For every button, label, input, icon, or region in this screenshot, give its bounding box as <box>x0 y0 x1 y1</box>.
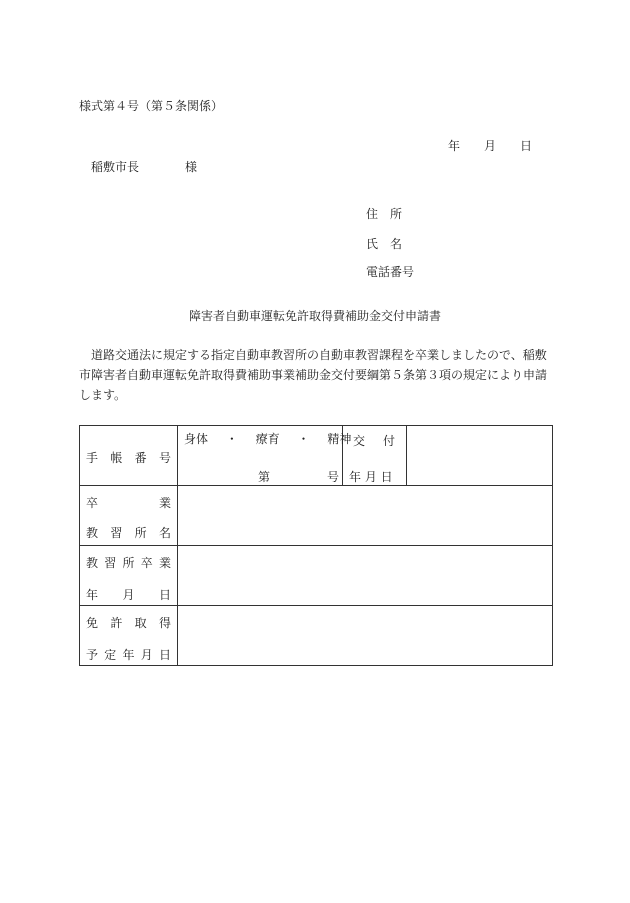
date-day-label: 日 <box>520 139 533 153</box>
body-text-content: 道路交通法に規定する指定自動車教習所の自動車教習課程を卒業しましたので、稲敷市障害者自動車運転免許取得費補助事業補助金交付要綱第５条第３項の規定により申請します。 <box>79 348 548 402</box>
notebook-number-label: 手 帳 番 号 <box>86 451 171 465</box>
notebook-number-prefix: 第 <box>258 470 271 484</box>
recipient-honorific: 様 <box>185 160 198 174</box>
license-label-cell <box>80 606 178 666</box>
document-title: 障害者自動車運転免許取得費補助金交付申請書 <box>188 309 441 323</box>
applicant-address-label: 住 所 <box>366 207 403 221</box>
recipient-mayor: 稲敷市長 <box>91 160 140 174</box>
school-value-cell[interactable] <box>178 486 553 546</box>
table-row-license <box>80 606 553 666</box>
applicant-phone-label: 電話番号 <box>366 265 415 279</box>
table-row-notebook <box>80 426 553 486</box>
notebook-number-suffix: 号 <box>327 470 340 484</box>
date-line <box>448 137 532 154</box>
graduation-label-bottom: 年 月 日 <box>86 588 171 602</box>
school-label-bottom: 教 習 所 名 <box>86 526 171 540</box>
license-label-bottom: 予 定 年 月 日 <box>86 648 171 662</box>
license-label-top: 免 許 取 得 <box>86 616 171 630</box>
graduation-label-top: 教 習 所 卒 業 <box>86 556 171 570</box>
license-value-cell[interactable] <box>178 606 553 666</box>
issue-label-bottom: 年 月 日 <box>349 470 393 484</box>
notebook-types: 身体 ・ 療育 ・ 精神 <box>184 432 352 446</box>
notebook-label-cell <box>80 426 178 486</box>
body-text <box>79 345 553 405</box>
issue-date-value-cell[interactable] <box>407 426 553 486</box>
notebook-value-cell[interactable] <box>178 426 352 486</box>
table-row-graduation <box>80 546 553 606</box>
applicant-name-label: 氏 名 <box>366 237 403 251</box>
recipient <box>91 158 197 175</box>
issue-label-top: 交 付 <box>353 434 395 448</box>
graduation-value-cell[interactable] <box>178 546 553 606</box>
issue-date-label-cell <box>343 426 407 486</box>
application-table <box>79 425 553 666</box>
table-row-school <box>80 486 553 546</box>
school-label-top: 卒 業 <box>86 496 171 510</box>
graduation-label-cell <box>80 546 178 606</box>
school-label-cell <box>80 486 178 546</box>
date-month-label: 月 <box>484 139 497 153</box>
date-year-label: 年 <box>448 139 461 153</box>
form-number: 様式第４号（第５条関係） <box>79 99 224 113</box>
